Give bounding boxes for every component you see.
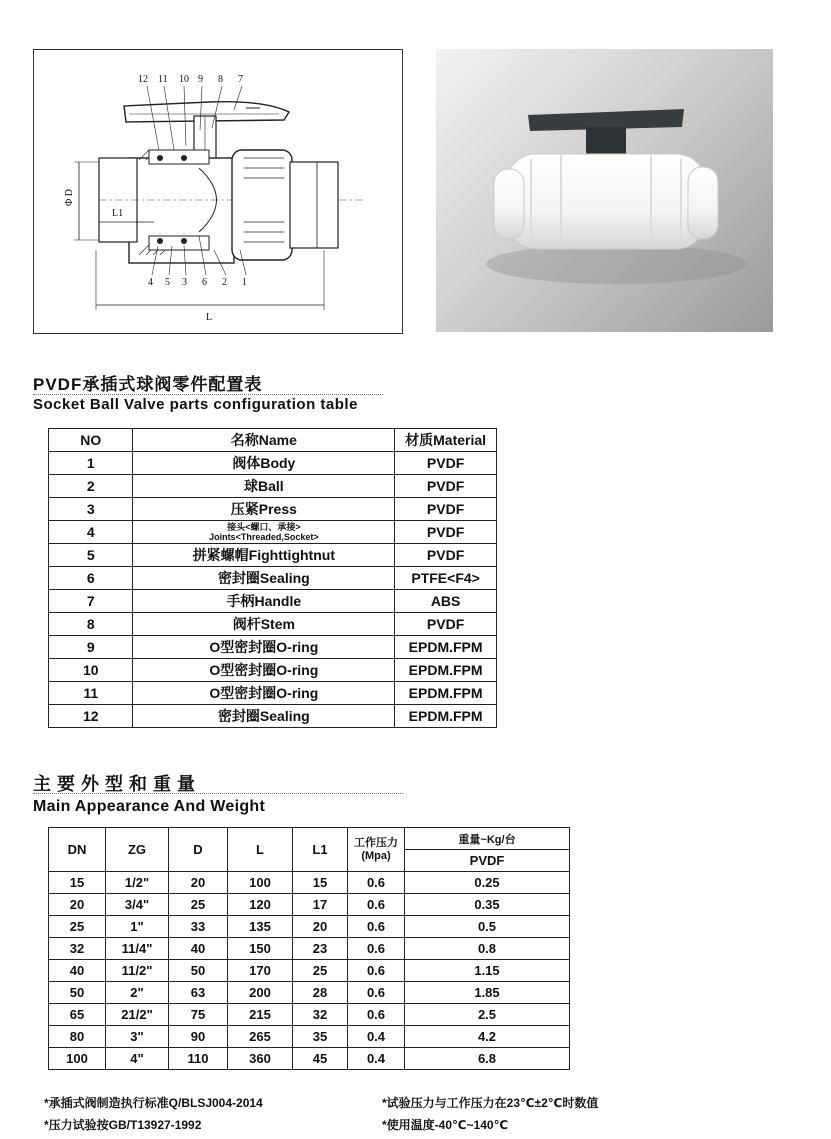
cell-dn: 20 (49, 894, 106, 916)
part-no: 4 (49, 521, 133, 544)
header-weight-material: PVDF (405, 850, 570, 872)
cell-zg: 21/2" (106, 1004, 169, 1026)
valve-photo-svg (436, 49, 773, 332)
cell-weight: 0.8 (405, 938, 570, 960)
cell-d: 50 (169, 960, 228, 982)
part-no: 11 (49, 682, 133, 705)
part-no: 1 (49, 452, 133, 475)
header-dn: DN (49, 828, 106, 872)
callout-top-2: 10 (179, 74, 189, 85)
callout-top-5: 7 (238, 74, 243, 85)
note-temperature: *使用温度-40℃~140℃ (382, 1118, 509, 1132)
cell-pressure: 0.6 (348, 982, 405, 1004)
header-zg: ZG (106, 828, 169, 872)
table-row (49, 590, 497, 613)
dimension-d-label: Φ D (64, 188, 75, 206)
part-name-line2: Joints<Threaded,Socket> (209, 532, 319, 542)
part-material: PVDF (395, 613, 497, 636)
callout-bottom-5: 1 (242, 277, 247, 288)
cell-zg: 1/2" (106, 872, 169, 894)
cell-d: 20 (169, 872, 228, 894)
cell-l: 200 (228, 982, 293, 1004)
part-material: EPDM.FPM (395, 659, 497, 682)
table-row (49, 916, 570, 938)
header-l: L (228, 828, 293, 872)
weight-table (48, 827, 570, 1070)
header-material: 材质Material (395, 429, 497, 452)
valve-technical-drawing (33, 49, 403, 334)
cell-weight: 0.35 (405, 894, 570, 916)
table-row (49, 894, 570, 916)
cell-dn: 40 (49, 960, 106, 982)
callout-bottom-3: 6 (202, 277, 207, 288)
cell-l: 170 (228, 960, 293, 982)
part-material: PVDF (395, 498, 497, 521)
cell-zg: 2" (106, 982, 169, 1004)
table-row (49, 452, 497, 475)
dimension-l1-label: L1 (112, 208, 124, 219)
table-row (49, 636, 497, 659)
cell-l1: 35 (293, 1026, 348, 1048)
header-pressure (348, 828, 405, 872)
cell-d: 110 (169, 1048, 228, 1070)
cell-l: 150 (228, 938, 293, 960)
header-pressure-line2: (Mpa) (361, 849, 391, 862)
cell-pressure: 0.6 (348, 872, 405, 894)
weight-title-cn: 主要外型和重量 (33, 774, 201, 794)
weight-title-en: Main Appearance And Weight (33, 798, 266, 815)
part-material: EPDM.FPM (395, 705, 497, 728)
callout-top-1: 11 (158, 74, 168, 85)
table-row (49, 613, 497, 636)
table-row (49, 1004, 570, 1026)
cell-pressure: 0.6 (348, 894, 405, 916)
cell-dn: 32 (49, 938, 106, 960)
callout-top-0: 12 (138, 74, 148, 85)
cell-weight: 6.8 (405, 1048, 570, 1070)
cell-zg: 3/4" (106, 894, 169, 916)
part-no: 8 (49, 613, 133, 636)
callout-bottom-2: 3 (182, 277, 187, 288)
cell-l1: 28 (293, 982, 348, 1004)
header-pressure-line1: 工作压力 (354, 836, 398, 849)
part-no: 7 (49, 590, 133, 613)
table-row (49, 1026, 570, 1048)
part-no: 2 (49, 475, 133, 498)
table-row (49, 544, 497, 567)
cell-d: 33 (169, 916, 228, 938)
cell-l1: 15 (293, 872, 348, 894)
part-name: O型密封圈O-ring (133, 636, 395, 659)
cell-l1: 45 (293, 1048, 348, 1070)
part-name: O型密封圈O-ring (133, 682, 395, 705)
cell-l1: 32 (293, 1004, 348, 1026)
table-row (49, 982, 570, 1004)
part-no: 9 (49, 636, 133, 659)
part-name: 密封圈Sealing (133, 705, 395, 728)
part-material: PVDF (395, 452, 497, 475)
cell-l: 100 (228, 872, 293, 894)
valve-product-photo (436, 49, 773, 332)
part-material: PVDF (395, 521, 497, 544)
table-row (49, 659, 497, 682)
cell-pressure: 0.6 (348, 960, 405, 982)
part-name: 球Ball (133, 475, 395, 498)
part-name: 压紧Press (133, 498, 395, 521)
dimension-l-label: L (206, 312, 213, 323)
header-weight: 重量~Kg/台 (405, 828, 570, 850)
cell-d: 63 (169, 982, 228, 1004)
cell-weight: 0.5 (405, 916, 570, 938)
table-row (49, 498, 497, 521)
parts-table (48, 428, 497, 728)
cell-zg: 11/4" (106, 938, 169, 960)
part-no: 10 (49, 659, 133, 682)
callout-top-4: 8 (218, 74, 223, 85)
table-row (49, 567, 497, 590)
header-name: 名称Name (133, 429, 395, 452)
cell-dn: 15 (49, 872, 106, 894)
table-row (49, 872, 570, 894)
part-name: 手柄Handle (133, 590, 395, 613)
cell-d: 90 (169, 1026, 228, 1048)
cell-zg: 11/2" (106, 960, 169, 982)
cell-pressure: 0.4 (348, 1026, 405, 1048)
cell-l: 135 (228, 916, 293, 938)
weight-title-divider (33, 793, 403, 794)
cell-l: 265 (228, 1026, 293, 1048)
cell-l: 120 (228, 894, 293, 916)
cell-weight: 1.15 (405, 960, 570, 982)
cell-zg: 4" (106, 1048, 169, 1070)
part-name (133, 521, 395, 544)
header-d: D (169, 828, 228, 872)
valve-drawing-svg (34, 50, 402, 333)
part-name: 阀体Body (133, 452, 395, 475)
parts-title-divider (33, 394, 383, 395)
callout-top-3: 9 (198, 74, 203, 85)
cell-d: 75 (169, 1004, 228, 1026)
part-material: EPDM.FPM (395, 636, 497, 659)
callout-bottom-0: 4 (148, 277, 153, 288)
cell-l1: 25 (293, 960, 348, 982)
part-name: 阀杆Stem (133, 613, 395, 636)
cell-pressure: 0.4 (348, 1048, 405, 1070)
note-pressure-test: *压力试验按GB/T13927-1992 (44, 1118, 202, 1132)
cell-l: 360 (228, 1048, 293, 1070)
part-material: ABS (395, 590, 497, 613)
cell-dn: 65 (49, 1004, 106, 1026)
note-test-pressure: *试验压力与工作压力在23℃±2℃时数值 (382, 1096, 599, 1110)
cell-l1: 17 (293, 894, 348, 916)
table-header-row (49, 429, 497, 452)
cell-l1: 20 (293, 916, 348, 938)
cell-zg: 1" (106, 916, 169, 938)
cell-l1: 23 (293, 938, 348, 960)
table-row (49, 521, 497, 544)
table-row (49, 938, 570, 960)
cell-dn: 50 (49, 982, 106, 1004)
cell-d: 40 (169, 938, 228, 960)
table-row (49, 705, 497, 728)
cell-pressure: 0.6 (348, 1004, 405, 1026)
part-no: 6 (49, 567, 133, 590)
cell-weight: 0.25 (405, 872, 570, 894)
table-row (49, 1048, 570, 1070)
table-header-row (49, 828, 570, 850)
part-no: 12 (49, 705, 133, 728)
cell-weight: 2.5 (405, 1004, 570, 1026)
header-l1: L1 (293, 828, 348, 872)
table-row (49, 960, 570, 982)
part-no: 3 (49, 498, 133, 521)
part-material: PTFE<F4> (395, 567, 497, 590)
part-material: PVDF (395, 475, 497, 498)
table-row (49, 475, 497, 498)
callout-bottom-1: 5 (165, 277, 170, 288)
note-standard: *承插式阀制造执行标准Q/BLSJ004-2014 (44, 1096, 263, 1110)
cell-zg: 3" (106, 1026, 169, 1048)
parts-title-en: Socket Ball Valve parts configuration table (33, 396, 358, 413)
parts-title-cn: PVDF承插式球阀零件配置表 (33, 375, 263, 394)
cell-d: 25 (169, 894, 228, 916)
cell-weight: 1.85 (405, 982, 570, 1004)
table-row (49, 682, 497, 705)
part-material: PVDF (395, 544, 497, 567)
cell-weight: 4.2 (405, 1026, 570, 1048)
part-material: EPDM.FPM (395, 682, 497, 705)
header-no: NO (49, 429, 133, 452)
part-name: O型密封圈O-ring (133, 659, 395, 682)
cell-l: 215 (228, 1004, 293, 1026)
part-name-line1: 接头<螺口、承接> (227, 522, 301, 532)
cell-pressure: 0.6 (348, 916, 405, 938)
part-no: 5 (49, 544, 133, 567)
cell-dn: 25 (49, 916, 106, 938)
cell-dn: 80 (49, 1026, 106, 1048)
part-name: 拼紧螺帽Fighttightnut (133, 544, 395, 567)
part-name: 密封圈Sealing (133, 567, 395, 590)
cell-dn: 100 (49, 1048, 106, 1070)
callout-bottom-4: 2 (222, 277, 227, 288)
cell-pressure: 0.6 (348, 938, 405, 960)
